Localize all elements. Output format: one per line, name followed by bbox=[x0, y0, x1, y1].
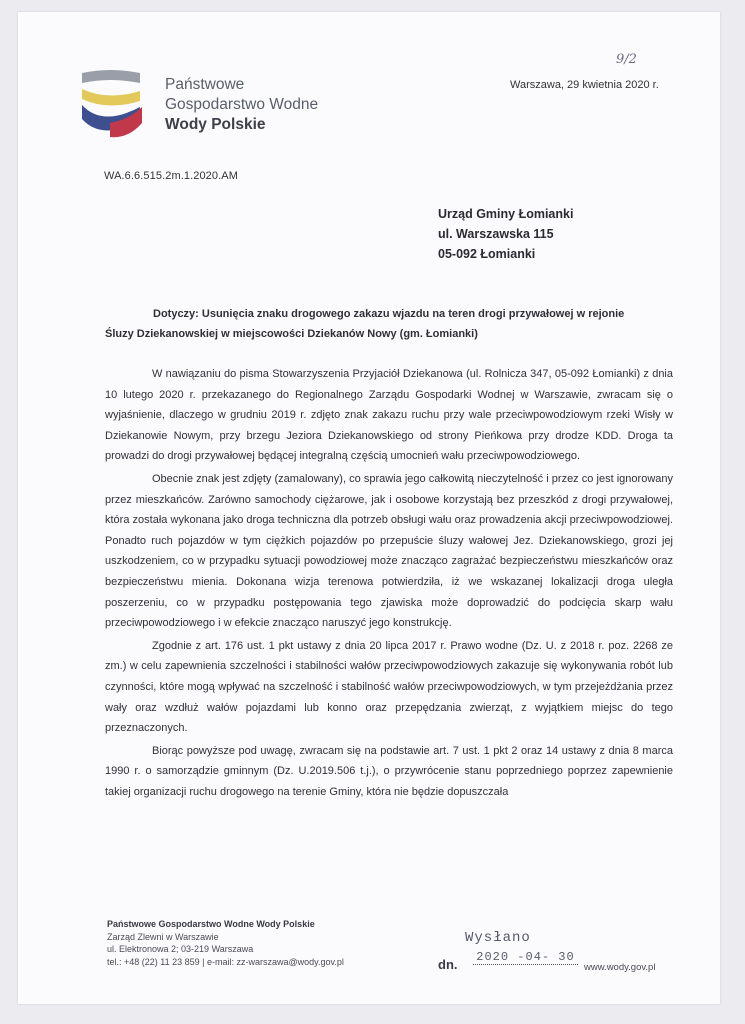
footer-org: Państwowe Gospodarstwo Wodne Wody Polskie bbox=[107, 919, 315, 929]
subject-line bbox=[105, 304, 675, 344]
logo-line-3: Wody Polskie bbox=[165, 116, 266, 133]
wody-polskie-logo bbox=[80, 67, 162, 147]
recipient-line-1: Urząd Gminy Łomianki bbox=[438, 207, 574, 221]
subject-line-2: Śluzy Dziekanowskiej w miejscowości Dziekanów Nowy (gm. Łomianki) bbox=[105, 328, 478, 340]
sent-stamp-date: 2020 -04- 30 bbox=[473, 950, 578, 965]
paragraph-3: Zgodnie z art. 176 ust. 1 pkt ustawy z dnia 20 lipca 2017 r. Prawo wodne (Dz. U. z 2018 r. poz. 2268 ze zm.) w celu zapewnienia szczelności i stabilności wałów przeciwpowodziowych zakazuje się wykonywania robót lub czynności, które mogą wpływać na szczelność i stabilność wałów przeciwpowodziowych, w tym przejeżdżania przez wały oraz wzdłuż wałów pojazdami lub konno oraz przepędzania zwierząt, z wyjątkiem miejsc do tego przeznaczonych. bbox=[105, 639, 673, 735]
logo-line-1: Państwowe bbox=[165, 76, 245, 93]
footer-line-3: ul. Elektronowa 2; 03-219 Warszawa bbox=[107, 944, 254, 955]
recipient-address bbox=[438, 204, 573, 264]
sent-stamp-word: Wysłano bbox=[465, 930, 531, 946]
logo-wordmark bbox=[165, 75, 318, 135]
footer-website: www.wody.gov.pl bbox=[584, 962, 656, 973]
footer-line-2: Zarząd Zlewni w Warszawie bbox=[107, 931, 219, 942]
letter-body bbox=[105, 364, 673, 802]
footer-line-4: tel.: +48 (22) 11 23 859 | e-mail: zz-warszawa@wody.gov.pl bbox=[107, 956, 344, 967]
logo-red-band bbox=[110, 107, 142, 137]
footer-contact bbox=[107, 918, 344, 968]
logo-yellow-band bbox=[82, 89, 140, 106]
letter-page bbox=[18, 12, 720, 1004]
paragraph-2: Obecnie znak jest zdjęty (zamalowany), co sprawia jego całkowitą nieczytelność i przez co jest ignorowany przez mieszkańców. Zarówno samochody ciężarowe, jak i osobowe korzystają bez przeszkód z drogi przywałowej, która została wykonana jako droga techniczna dla potrzeb obsługi wału oraz prowadzenia akcji przeciwpowodziowej. Ponadto ruch pojazdów w tym ciężkich pojazdów po przepuście śluzy wałowej Jez. Dziekanowskiego, grozi jej uszkodzeniem, co w przypadku sytuacji powodziowej może znacząco zagrażać bezpieczeństwu mieszkańców oraz bezpieczeństwu mienia. Dokonana wizja terenowa potwierdziła, iż we wskazanej lokalizacji droga uległa poszerzeniu, co w przypadku postępowania tego zjawiska może doprowadzić do podcięcia skarp wału przeciwpowodziowego i w efekcie znacząco naruszyć jego konstrukcję. bbox=[105, 472, 673, 630]
handwritten-mark: 9/2 bbox=[616, 52, 637, 67]
sent-stamp-prefix: dn. bbox=[438, 957, 458, 972]
logo-grey-band bbox=[82, 70, 140, 83]
reference-number: WA.6.6.515.2m.1.2020.AM bbox=[104, 170, 238, 182]
recipient-line-3: 05-092 Łomianki bbox=[438, 247, 536, 261]
paragraph-4: Biorąc powyższe pod uwagę, zwracam się na podstawie art. 7 ust. 1 pkt 2 oraz 14 ustawy z dnia 8 marca 1990 r. o samorządzie gminnym (Dz. U.2019.506 t.j.), o przywrócenie stanu poprzedniego poprzez zapewnienie takiej organizacji ruchu drogowego na terenie Gminy, która nie będzie dopuszczała bbox=[105, 744, 673, 798]
subject-line-1: Dotyczy: Usunięcia znaku drogowego zakazu wjazdu na teren drogi przywałowej w rejonie bbox=[153, 308, 625, 320]
logo-line-2: Gospodarstwo Wodne bbox=[165, 96, 319, 113]
paragraph-1: W nawiązaniu do pisma Stowarzyszenia Przyjaciół Dziekanowa (ul. Rolnicza 347, 05-092 Łomianki) z dnia 10 lutego 2020 r. przekazanego do Regionalnego Zarządu Gospodarki Wodnej w Warszawie, zwracam się o wyjaśnienie, dlaczego w grudniu 2019 r. zdjęto znak zakazu ruchu przy wale przeciwpowodziowym rzeki Wisły w Dziekanowie Nowym, przy brzegu Jeziora Dziekanowskiego od strony Pieńkowa przy drodze KDD. Droga ta prowadzi do drogi przywałowej będącej integralną częścią umocnień wału przeciwpowodziowego. bbox=[105, 368, 673, 463]
letter-date: Warszawa, 29 kwietnia 2020 r. bbox=[510, 79, 659, 91]
recipient-line-2: ul. Warszawska 115 bbox=[438, 227, 554, 241]
